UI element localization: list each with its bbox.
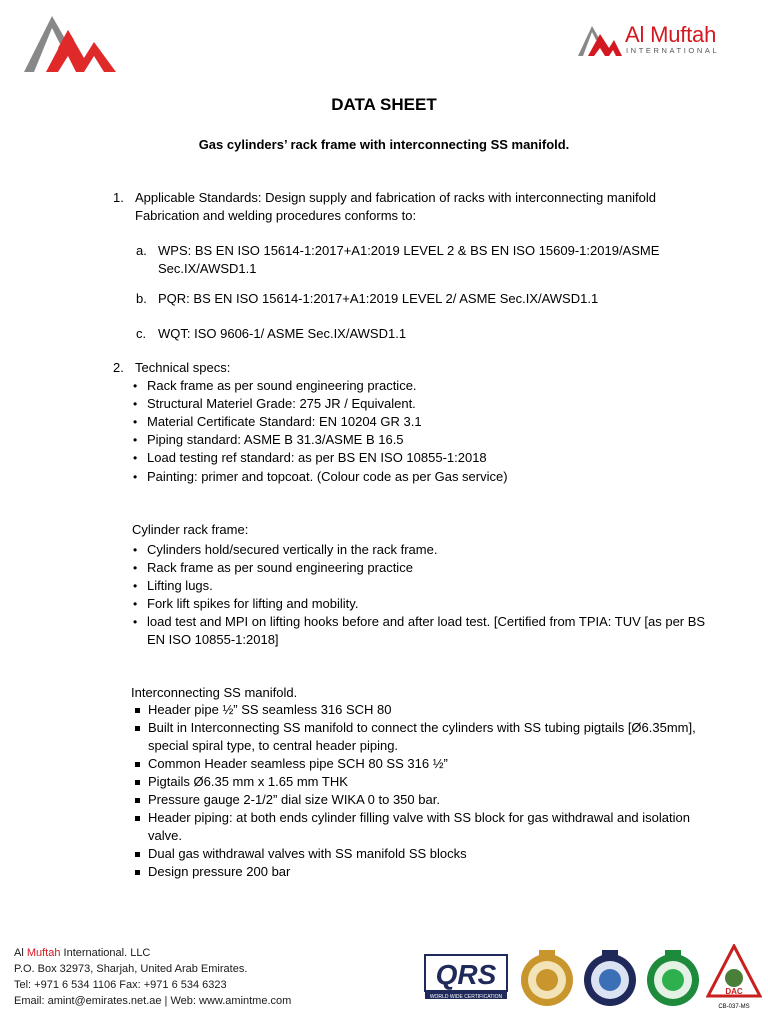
manifold-item: Common Header seamless pipe SCH 80 SS 316 ½”	[148, 756, 448, 771]
svg-text:QRS: QRS	[435, 959, 497, 990]
bullet-icon: •	[133, 579, 138, 593]
item-a-letter: a.	[136, 243, 147, 258]
manifold-heading: Interconnecting SS manifold.	[131, 685, 298, 700]
footer-phone: Tel: +971 6 534 1106 Fax: +971 6 534 6323	[14, 979, 227, 991]
bullet-icon: •	[133, 451, 138, 465]
brand-name: Al Muftah	[625, 22, 717, 47]
section1-line1: Applicable Standards: Design supply and fabrication of racks with interconnecting manifold	[135, 190, 657, 205]
rack-item: Lifting lugs.	[147, 578, 213, 593]
manifold-item: Header pipe ½” SS seamless 316 SCH 80	[148, 702, 392, 717]
manifold-item: Design pressure 200 bar	[148, 864, 291, 879]
qrs-logo-icon	[424, 954, 508, 1000]
footer-email[interactable]: Email: amint@emirates.net.ae | Web: www.amintme.com	[14, 995, 292, 1007]
iso-navy-badge-icon	[582, 948, 638, 1008]
manifold-item: Pressure gauge 2-1/2” dial size WIKA 0 to 350 bar.	[148, 792, 440, 807]
spec-item: Structural Materiel Grade: 275 JR / Equivalent.	[147, 396, 416, 411]
footer-company: Al Muftah International. LLC	[14, 947, 151, 959]
iso-gold-badge-icon	[519, 948, 575, 1008]
rack-item-line1: load test and MPI on lifting hooks before and after load test. [Certified from TPIA: TUV [as per BS	[147, 614, 706, 629]
manifold-item-line1: Built in Interconnecting SS manifold to connect the cylinders with SS tubing pigtails [Ø6.35mm],	[148, 720, 696, 735]
brand-subtitle: INTERNATIONAL	[626, 46, 720, 55]
square-bullet-icon	[135, 762, 140, 767]
section1-line2: Fabrication and welding procedures conforms to:	[135, 208, 417, 223]
bullet-icon: •	[133, 433, 138, 447]
spec-item: Piping standard: ASME B 31.3/ASME B 16.5	[147, 432, 404, 447]
bullet-icon: •	[133, 543, 138, 557]
spec-item: Painting: primer and topcoat. (Colour code as per Gas service)	[147, 469, 508, 484]
bullet-icon: •	[133, 470, 138, 484]
svg-text:DAC: DAC	[725, 987, 743, 996]
manifold-item-line2: special spiral type, to central header piping.	[148, 738, 399, 753]
footer-contact	[14, 945, 291, 1009]
manifold-item-line1: Header piping: at both ends cylinder filling valve with SS block for gas withdrawal and isolation	[148, 810, 690, 825]
brand-mark-icon	[578, 24, 622, 56]
rack-frame-heading: Cylinder rack frame:	[132, 522, 249, 537]
rack-item: Cylinders hold/secured vertically in the rack frame.	[147, 542, 438, 557]
iso-green-badge-icon	[645, 948, 701, 1008]
rack-item: Fork lift spikes for lifting and mobility.	[147, 596, 359, 611]
item-b-letter: b.	[136, 291, 147, 306]
company-logo-right	[578, 22, 738, 62]
svg-text:WORLD WIDE CERTIFICATION: WORLD WIDE CERTIFICATION	[429, 994, 503, 1000]
spec-item: Rack frame as per sound engineering practice.	[147, 378, 417, 393]
bullet-icon: •	[133, 379, 138, 393]
item-a-line2: Sec.IX/AWSD1.1	[158, 261, 257, 276]
square-bullet-icon	[135, 870, 140, 875]
square-bullet-icon	[135, 780, 140, 785]
item-c-letter: c.	[136, 326, 147, 341]
spec-item: Material Certificate Standard: EN 10204 GR 3.1	[147, 414, 422, 429]
item-c-line1: WQT: ISO 9606-1/ ASME Sec.IX/AWSD1.1	[158, 326, 407, 341]
bullet-icon: •	[133, 597, 138, 611]
section2-heading: Technical specs:	[135, 360, 231, 375]
manifold-item-line2: valve.	[148, 828, 182, 843]
bullet-icon: •	[133, 397, 138, 411]
svg-text:CB-037-MS: CB-037-MS	[718, 1004, 750, 1010]
bullet-icon: •	[133, 415, 138, 429]
square-bullet-icon	[135, 708, 140, 713]
dac-accreditation-icon	[706, 944, 762, 1018]
square-bullet-icon	[135, 816, 140, 821]
square-bullet-icon	[135, 726, 140, 731]
manifold-item: Pigtails Ø6.35 mm x 1.65 mm THK	[148, 774, 348, 789]
item-b-line1: PQR: BS EN ISO 15614-1:2017+A1:2019 LEVEL 2/ ASME Sec.IX/AWSD1.1	[158, 291, 599, 306]
rack-item: Rack frame as per sound engineering practice	[147, 560, 413, 575]
spec-item: Load testing ref standard: as per BS EN ISO 10855-1:2018	[147, 450, 487, 465]
manifold-item: Dual gas withdrawal valves with SS manifold SS blocks	[148, 846, 467, 861]
rack-item-line2: EN ISO 10855-1:2018]	[147, 632, 279, 647]
item-a-line1: WPS: BS EN ISO 15614-1:2017+A1:2019 LEVEL 2 & BS EN ISO 15609-1:2019/ASME	[158, 243, 660, 258]
page-title: DATA SHEET	[331, 95, 437, 114]
page-subtitle: Gas cylinders’ rack frame with interconnecting SS manifold.	[198, 137, 570, 152]
bullet-icon: •	[133, 615, 138, 629]
bullet-icon: •	[133, 561, 138, 575]
footer-address: P.O. Box 32973, Sharjah, United Arab Emirates.	[14, 963, 248, 975]
section2-number: 2.	[113, 360, 124, 375]
square-bullet-icon	[135, 798, 140, 803]
company-logo-left	[24, 12, 116, 72]
square-bullet-icon	[135, 852, 140, 857]
certification-badges	[424, 940, 764, 1018]
section1-number: 1.	[113, 190, 124, 205]
